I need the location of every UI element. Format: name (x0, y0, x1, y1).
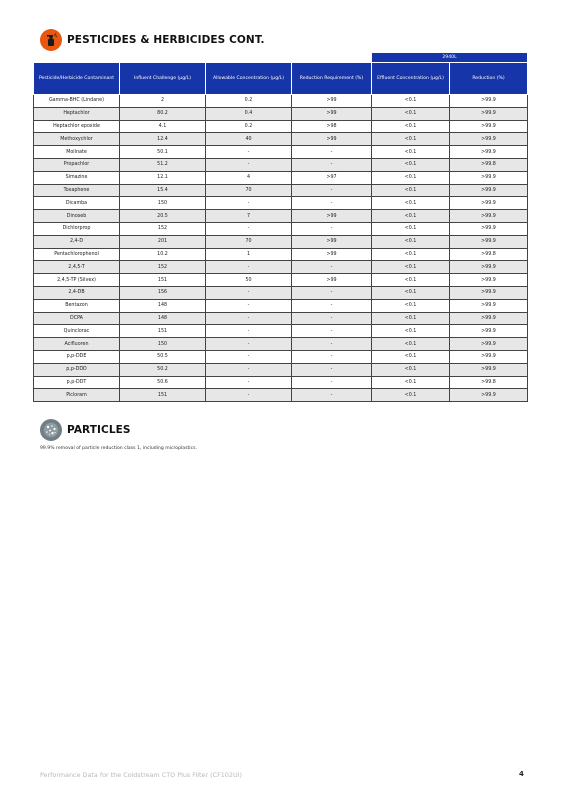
cell-reduction: >99.9 (450, 95, 528, 108)
cell-requirement: - (292, 197, 372, 210)
cell-reduction: >99.9 (450, 261, 528, 274)
cell-requirement: - (292, 146, 372, 159)
cell-influent: 12.4 (120, 133, 206, 146)
cell-allowable: - (206, 350, 292, 363)
cell-contaminant: Molinate (34, 146, 120, 159)
cell-requirement: >99 (292, 210, 372, 223)
cell-allowable: - (206, 261, 292, 274)
cell-allowable: - (206, 299, 292, 312)
cell-requirement: - (292, 312, 372, 325)
table-row (34, 197, 528, 210)
cell-contaminant: Simazine (34, 171, 120, 184)
cell-effluent: <0.1 (372, 376, 450, 389)
cell-allowable: - (206, 158, 292, 171)
cell-allowable: 70 (206, 235, 292, 248)
cell-influent: 152 (120, 261, 206, 274)
cell-contaminant: 2,4,5-T (34, 261, 120, 274)
cell-influent: 151 (120, 274, 206, 287)
cell-requirement: >99 (292, 95, 372, 108)
cell-effluent: <0.1 (372, 222, 450, 235)
header-effluent: Effluent Concentration (µg/L) (372, 63, 450, 95)
cell-effluent: <0.1 (372, 363, 450, 376)
cell-influent: 156 (120, 286, 206, 299)
cell-allowable: - (206, 325, 292, 338)
cell-requirement: - (292, 376, 372, 389)
cell-influent: 4.1 (120, 120, 206, 133)
cell-reduction: >99.9 (450, 235, 528, 248)
cell-contaminant: 2,4-DB (34, 286, 120, 299)
cell-requirement: - (292, 389, 372, 402)
cell-contaminant: DCPA (34, 312, 120, 325)
header-influent: Influent Challenge (µg/L) (120, 63, 206, 95)
cell-effluent: <0.1 (372, 95, 450, 108)
page-number: 4 (519, 770, 524, 778)
cell-reduction: >99.9 (450, 274, 528, 287)
cell-influent: 201 (120, 235, 206, 248)
cell-effluent: <0.1 (372, 133, 450, 146)
cell-influent: 50.5 (120, 350, 206, 363)
cell-effluent: <0.1 (372, 235, 450, 248)
table-row (34, 210, 528, 223)
cell-requirement: - (292, 286, 372, 299)
cell-influent: 10.2 (120, 248, 206, 261)
cell-requirement: - (292, 222, 372, 235)
cell-effluent: <0.1 (372, 389, 450, 402)
cell-effluent: <0.1 (372, 338, 450, 351)
footer-caption: Performance Data for the Coldstream CTO Plus Filter (CF102UI) (40, 771, 242, 779)
cell-requirement: >99 (292, 274, 372, 287)
cell-influent: 151 (120, 325, 206, 338)
cell-influent: 150 (120, 338, 206, 351)
cell-allowable: 7 (206, 210, 292, 223)
spray-bottle-icon (40, 29, 62, 51)
cell-reduction: >99.9 (450, 184, 528, 197)
table-body (34, 95, 528, 402)
cell-contaminant: p,p-DDT (34, 376, 120, 389)
pesticides-section-header (40, 29, 265, 51)
cell-reduction: >99.9 (450, 286, 528, 299)
cell-contaminant: Bentazon (34, 299, 120, 312)
cell-reduction: >99.9 (450, 222, 528, 235)
cell-influent: 80.2 (120, 107, 206, 120)
cell-reduction: >99.9 (450, 350, 528, 363)
cell-influent: 151 (120, 389, 206, 402)
table-row (34, 133, 528, 146)
cell-effluent: <0.1 (372, 158, 450, 171)
table-row (34, 350, 528, 363)
table-row (34, 158, 528, 171)
table-row (34, 95, 528, 108)
cell-requirement: >98 (292, 120, 372, 133)
table-row (34, 222, 528, 235)
cell-allowable: - (206, 146, 292, 159)
cell-allowable: 0.2 (206, 120, 292, 133)
cell-requirement: >99 (292, 133, 372, 146)
header-reduction: Reduction (%) (450, 63, 528, 95)
cell-allowable: - (206, 389, 292, 402)
cell-contaminant: Pentachlorophenol (34, 248, 120, 261)
cell-allowable: 70 (206, 184, 292, 197)
cell-allowable: 0.4 (206, 107, 292, 120)
cell-requirement: - (292, 350, 372, 363)
table-row (34, 376, 528, 389)
cell-reduction: >99.9 (450, 133, 528, 146)
table-row (34, 107, 528, 120)
cell-requirement: - (292, 338, 372, 351)
cell-influent: 152 (120, 222, 206, 235)
cell-effluent: <0.1 (372, 261, 450, 274)
cell-contaminant: Toxaphene (34, 184, 120, 197)
cell-effluent: <0.1 (372, 210, 450, 223)
table-row (34, 299, 528, 312)
cell-allowable: - (206, 197, 292, 210)
header-requirement: Reduction Requirement (%) (292, 63, 372, 95)
table-row (34, 363, 528, 376)
cell-requirement: >99 (292, 235, 372, 248)
cell-influent: 148 (120, 312, 206, 325)
particles-section-header (40, 419, 131, 441)
header-allowable: Allowable Concentration (µg/L) (206, 63, 292, 95)
cell-contaminant: Dicamba (34, 197, 120, 210)
cell-allowable: 4 (206, 171, 292, 184)
cell-contaminant: Methoxychlor (34, 133, 120, 146)
cell-reduction: >99.9 (450, 146, 528, 159)
pesticides-section-title: PESTICIDES & HERBICIDES CONT. (67, 34, 265, 46)
cell-reduction: >99.9 (450, 338, 528, 351)
cell-influent: 148 (120, 299, 206, 312)
cell-reduction: >99.9 (450, 197, 528, 210)
cell-allowable: - (206, 286, 292, 299)
cell-contaminant: Gamma-BHC (Lindane) (34, 95, 120, 108)
cell-influent: 15.4 (120, 184, 206, 197)
table-row (34, 146, 528, 159)
cell-contaminant: Propachlor (34, 158, 120, 171)
cell-effluent: <0.1 (372, 274, 450, 287)
cell-reduction: >99.9 (450, 363, 528, 376)
cell-reduction: >99.9 (450, 389, 528, 402)
cell-influent: 2 (120, 95, 206, 108)
table-row (34, 171, 528, 184)
cell-requirement: - (292, 325, 372, 338)
cell-contaminant: Heptachlor (34, 107, 120, 120)
cell-influent: 20.5 (120, 210, 206, 223)
cell-effluent: <0.1 (372, 286, 450, 299)
cell-allowable: - (206, 363, 292, 376)
cell-requirement: - (292, 261, 372, 274)
cell-effluent: <0.1 (372, 197, 450, 210)
cell-contaminant: p,p-DDD (34, 363, 120, 376)
cell-requirement: - (292, 299, 372, 312)
header-contaminant: Pesticide/Herbicide Contaminant (34, 63, 120, 95)
group-header: 2940L (372, 53, 528, 63)
cell-requirement: - (292, 363, 372, 376)
cell-effluent: <0.1 (372, 350, 450, 363)
cell-effluent: <0.1 (372, 171, 450, 184)
cell-contaminant: 2,4,5-TP (Silvex) (34, 274, 120, 287)
cell-contaminant: Picloram (34, 389, 120, 402)
table-row (34, 235, 528, 248)
cell-reduction: >99.9 (450, 171, 528, 184)
table-row (34, 286, 528, 299)
cell-requirement: >99 (292, 248, 372, 261)
cell-effluent: <0.1 (372, 120, 450, 133)
cell-effluent: <0.1 (372, 184, 450, 197)
cell-allowable: - (206, 312, 292, 325)
cell-allowable: 40 (206, 133, 292, 146)
cell-effluent: <0.1 (372, 299, 450, 312)
cell-influent: 150 (120, 197, 206, 210)
cell-reduction: >99.9 (450, 299, 528, 312)
cell-requirement: - (292, 184, 372, 197)
table-row (34, 325, 528, 338)
cell-reduction: >99.8 (450, 248, 528, 261)
cell-requirement: >99 (292, 107, 372, 120)
cell-contaminant: p,p-DDE (34, 350, 120, 363)
cell-allowable: - (206, 376, 292, 389)
particles-section-title: PARTICLES (67, 424, 131, 436)
cell-influent: 12.1 (120, 171, 206, 184)
cell-reduction: >99.8 (450, 376, 528, 389)
cell-allowable: 0.2 (206, 95, 292, 108)
cell-influent: 50.2 (120, 363, 206, 376)
cell-allowable: - (206, 222, 292, 235)
cell-contaminant: 2,4-D (34, 235, 120, 248)
table-row (34, 312, 528, 325)
cell-contaminant: Dinoseb (34, 210, 120, 223)
cell-reduction: >99.8 (450, 158, 528, 171)
cell-influent: 50.6 (120, 376, 206, 389)
cell-allowable: 50 (206, 274, 292, 287)
cell-influent: 51.2 (120, 158, 206, 171)
table-row (34, 184, 528, 197)
pesticides-table (33, 52, 528, 402)
cell-reduction: >99.9 (450, 120, 528, 133)
table-row (34, 120, 528, 133)
table-row (34, 274, 528, 287)
cell-effluent: <0.1 (372, 107, 450, 120)
cell-contaminant: Quinclorac (34, 325, 120, 338)
table-row (34, 338, 528, 351)
cell-effluent: <0.1 (372, 325, 450, 338)
cell-reduction: >99.9 (450, 210, 528, 223)
cell-influent: 50.1 (120, 146, 206, 159)
cell-effluent: <0.1 (372, 146, 450, 159)
cell-reduction: >99.9 (450, 325, 528, 338)
particles-icon (40, 419, 62, 441)
cell-reduction: >99.9 (450, 107, 528, 120)
cell-effluent: <0.1 (372, 248, 450, 261)
cell-contaminant: Dichlorprop (34, 222, 120, 235)
cell-contaminant: Heptachlor epoxide (34, 120, 120, 133)
table-row (34, 248, 528, 261)
table-row (34, 261, 528, 274)
cell-effluent: <0.1 (372, 312, 450, 325)
cell-allowable: 1 (206, 248, 292, 261)
cell-reduction: >99.9 (450, 312, 528, 325)
cell-requirement: - (292, 158, 372, 171)
cell-contaminant: Acifluoren (34, 338, 120, 351)
cell-allowable: - (206, 338, 292, 351)
table-row (34, 389, 528, 402)
cell-requirement: >97 (292, 171, 372, 184)
particles-note: 99.9% removal of particle reduction class 1, including microplastics. (40, 446, 197, 451)
